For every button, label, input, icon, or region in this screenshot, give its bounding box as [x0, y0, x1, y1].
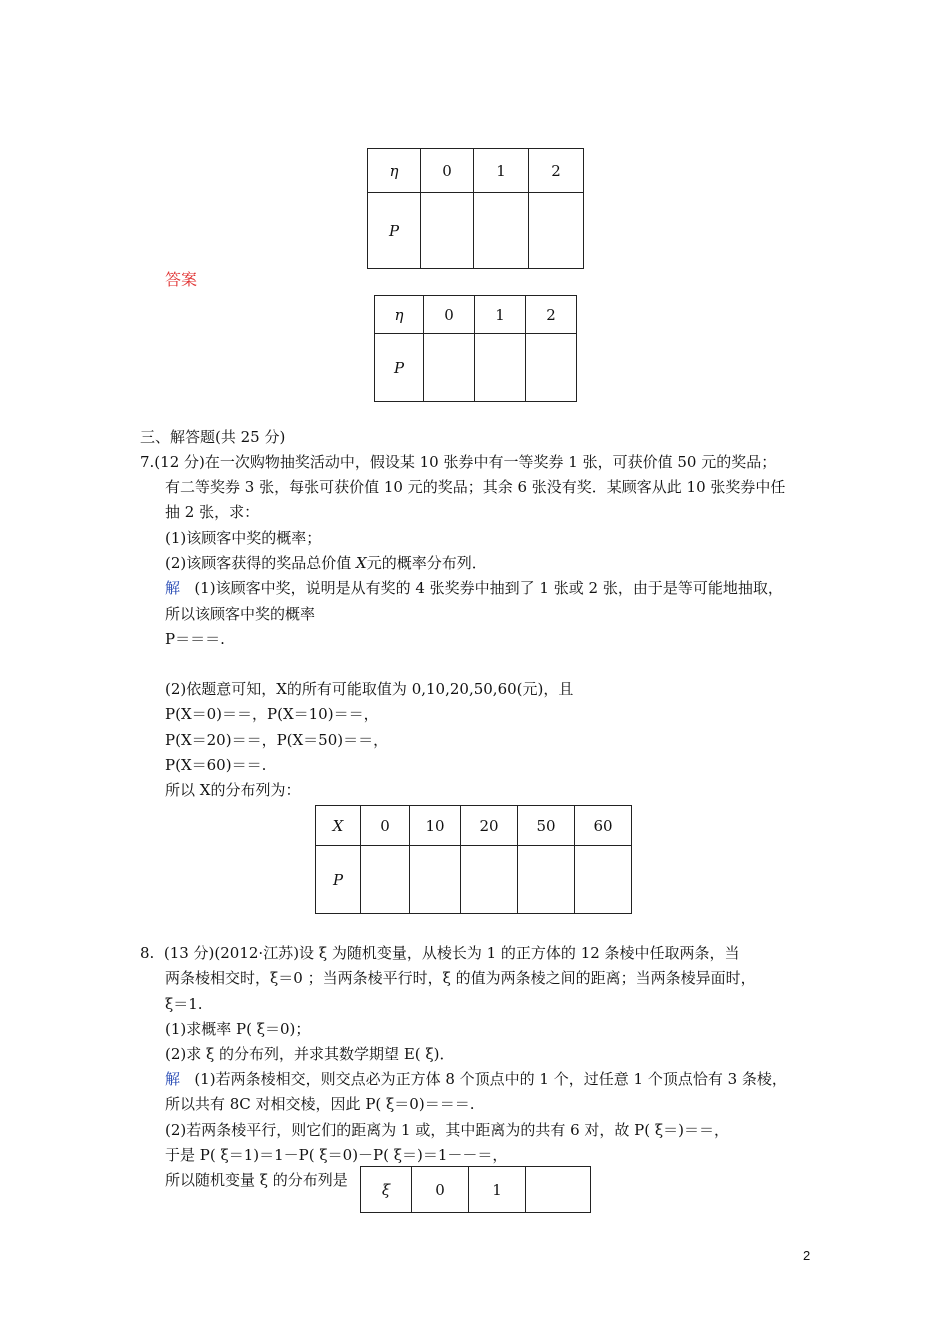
solution-text: 所以随机变量 ξ 的分布列是 [165, 1171, 348, 1189]
table-cell [474, 193, 529, 269]
distribution-table-xi [360, 1166, 591, 1213]
table-row [361, 1167, 591, 1213]
table-cell: 0 [361, 806, 410, 846]
table-cell [526, 334, 577, 402]
solution-text: (1)该顾客中奖，说明是从有奖的 4 张奖券中抽到了 1 张或 2 张，由于是等可能地抽取， [194, 579, 783, 597]
table-cell: 1 [474, 149, 529, 193]
q8-text: 两条棱相交时，ξ＝0 ；当两条棱平行时，ξ 的值为两条棱之间的距离；当两条棱异面时， [165, 969, 756, 987]
q8-sub1: (1)求概率 P( ξ＝0)； [165, 1020, 311, 1038]
solution-label: 解 [165, 1070, 181, 1088]
table-row [316, 846, 632, 914]
table-cell [424, 334, 475, 402]
page-number: 2 [803, 1248, 811, 1263]
q8-text: 8. (13 分)(2012·江苏)设 ξ 为随机变量，从棱长为 1 的正方体的 12 条棱中任取两条，当 [140, 944, 740, 962]
table-cell [421, 193, 474, 269]
table-cell [529, 193, 584, 269]
solution-label: 解 [165, 579, 181, 597]
table-cell: P [368, 193, 421, 269]
solution-text: P(X＝0)＝＝，P(X＝10)＝＝， [165, 705, 379, 723]
solution-text: 于是 P( ξ＝1)＝1－P( ξ＝0)－P( ξ＝)＝1－－＝， [165, 1146, 508, 1164]
table-cell: P [316, 846, 361, 914]
q7-sub2-text: (2)该顾客获得的奖品总价值 [165, 554, 357, 572]
table-row [368, 149, 584, 193]
q7-solution-line [165, 578, 783, 598]
solution-text: P＝＝＝. [165, 630, 225, 648]
q7-text: 有二等奖券 3 张，每张可获价值 10 元的奖品；其余 6 张没有奖．某顾客从此 10 张奖券中任 [165, 478, 786, 496]
distribution-table-eta-1 [367, 148, 584, 269]
table-cell: 1 [469, 1167, 526, 1213]
table-row [368, 193, 584, 269]
q7-sub2 [165, 553, 487, 573]
q7-sub1: (1)该顾客中奖的概率； [165, 529, 322, 547]
solution-text: 所以该顾客中奖的概率 [165, 605, 316, 623]
table-cell: X [316, 806, 361, 846]
section-title: 三、解答题(共 25 分) [140, 428, 286, 446]
table-cell: P [375, 334, 424, 402]
table-cell: 20 [461, 806, 518, 846]
distribution-table-x [315, 805, 632, 914]
table-cell: 0 [421, 149, 474, 193]
q7-sub2-var: X [356, 554, 367, 572]
table-cell [475, 334, 526, 402]
q8-solution-line [165, 1069, 787, 1089]
table-cell: 2 [526, 296, 577, 334]
q8-text: ξ＝1. [165, 995, 203, 1013]
table-cell: 10 [410, 806, 461, 846]
q8-sub2: (2)求 ξ 的分布列，并求其数学期望 E( ξ)． [165, 1045, 455, 1063]
q7-sub2-text: 元的概率分布列． [366, 554, 487, 572]
solution-text: P(X＝20)＝＝，P(X＝50)＝＝， [165, 731, 389, 749]
table-cell: 60 [575, 806, 632, 846]
solution-text: (2)若两条棱平行，则它们的距离为 1 或，其中距离为的共有 6 对，故 P( ξ＝)＝＝， [165, 1121, 730, 1139]
answer-label: 答案 [165, 270, 198, 289]
distribution-table-eta-2 [374, 295, 577, 402]
table-cell: η [368, 149, 421, 193]
table-cell: 50 [518, 806, 575, 846]
table-cell [361, 846, 410, 914]
q7-text: 7.(12 分)在一次购物抽奖活动中，假设某 10 张券中有一等奖券 1 张，可获价值 50 元的奖品； [140, 453, 777, 471]
table-cell: 2 [529, 149, 584, 193]
table-row [316, 806, 632, 846]
table-cell: ξ [361, 1167, 412, 1213]
table-cell [526, 1167, 591, 1213]
q7-text: 抽 2 张，求： [165, 503, 260, 521]
solution-text: 所以 X的分布列为： [165, 781, 301, 799]
solution-text: (1)若两条棱相交，则交点必为正方体 8 个顶点中的 1 个，过任意 1 个顶点恰有 3 条棱， [194, 1070, 787, 1088]
solution-text: P(X＝60)＝＝. [165, 756, 267, 774]
solution-text: (2)依题意可知，X的所有可能取值为 0,10,20,50,60(元)，且 [165, 680, 574, 698]
table-cell: 0 [412, 1167, 469, 1213]
table-row [375, 334, 577, 402]
table-cell: 0 [424, 296, 475, 334]
solution-text: 所以共有 8C 对相交棱，因此 P( ξ＝0)＝＝＝. [165, 1095, 475, 1113]
table-cell: 1 [475, 296, 526, 334]
table-cell [410, 846, 461, 914]
table-cell [518, 846, 575, 914]
table-row [375, 296, 577, 334]
table-cell [461, 846, 518, 914]
table-cell [575, 846, 632, 914]
table-cell: η [375, 296, 424, 334]
